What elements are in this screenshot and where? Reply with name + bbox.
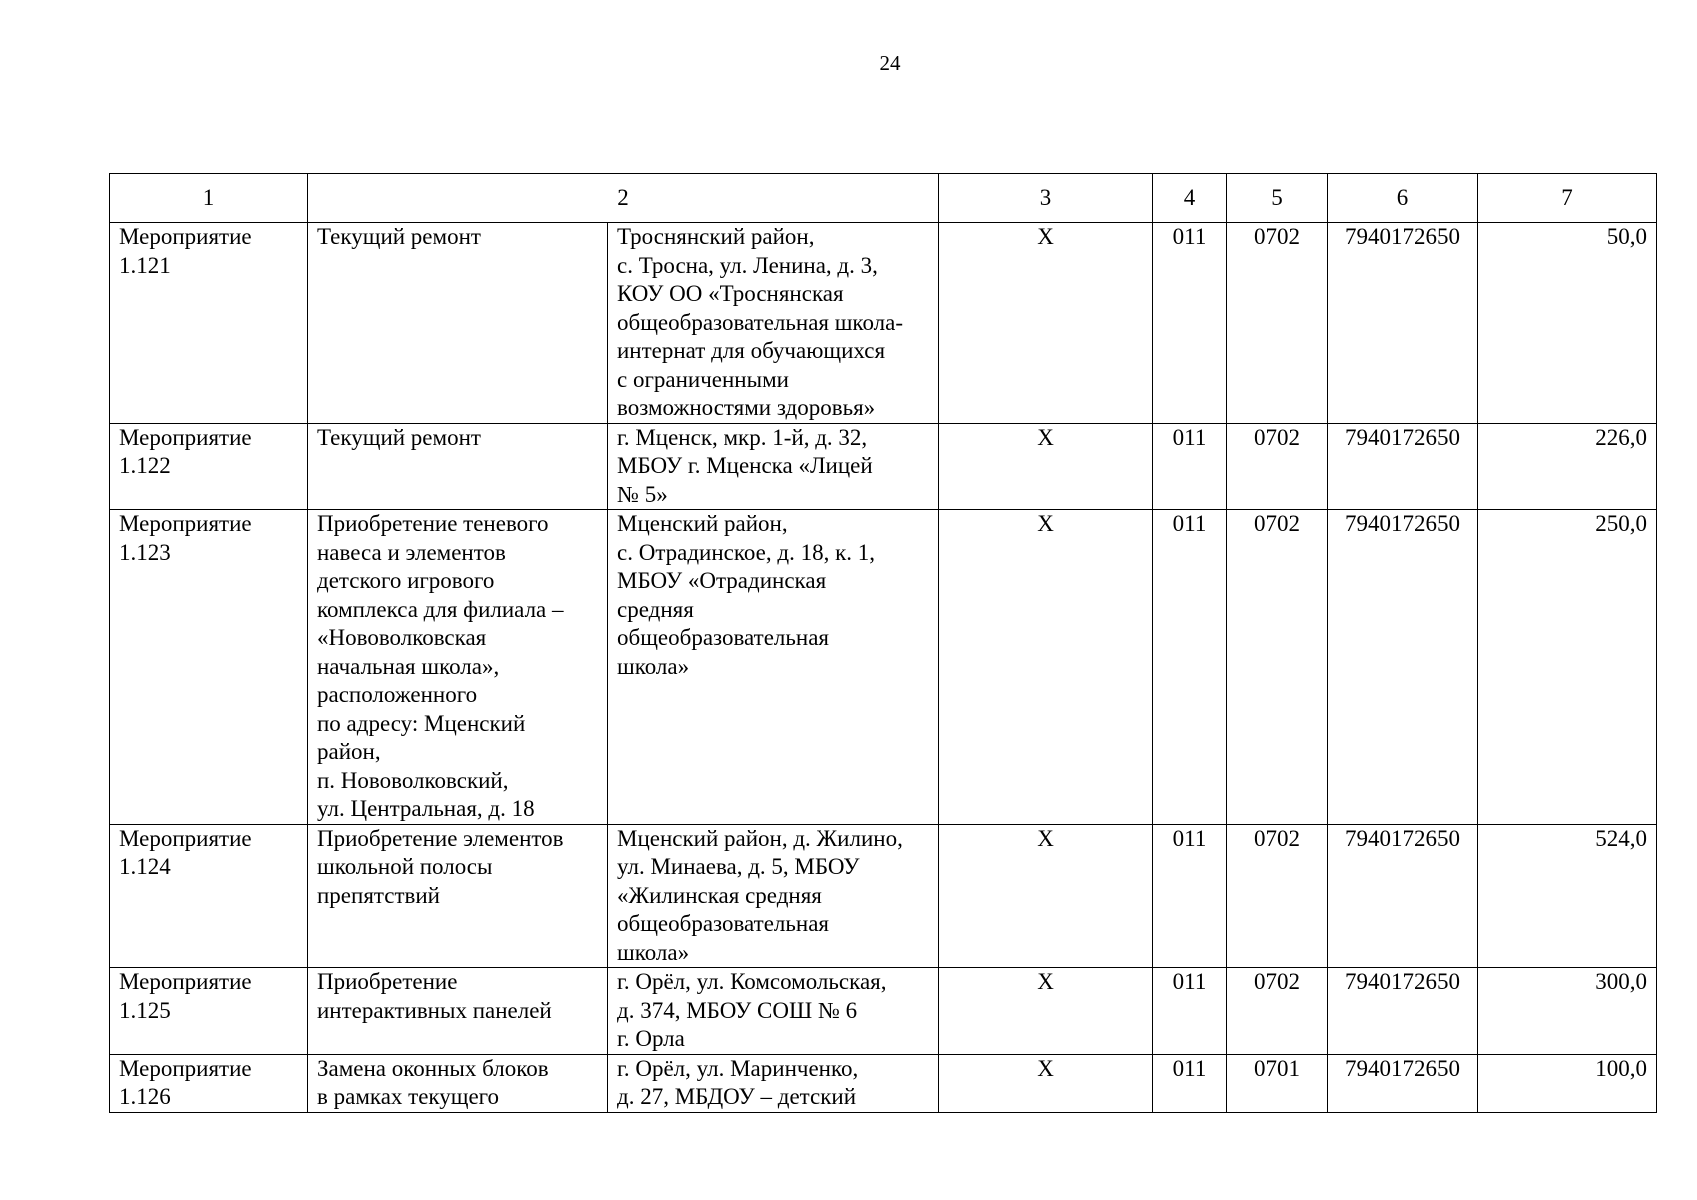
activity-address-cell-line: д. 27, МБДОУ – детский bbox=[617, 1084, 857, 1109]
activity-name-cell-line: расположенного bbox=[317, 682, 478, 707]
activity-address-cell-line: Мценский район, д. Жилино, bbox=[617, 825, 903, 851]
activity-address-cell-line: д. 374, МБОУ СОШ № 6 bbox=[617, 997, 858, 1023]
activity-id-cell-line: Мероприятие bbox=[119, 825, 252, 851]
col-6-cell: 7940172650 bbox=[1328, 223, 1478, 424]
activity-name-cell-line: ул. Центральная, д. 18 bbox=[317, 796, 535, 821]
activity-address-cell-line: с. Отрадинское, д. 18, к. 1, bbox=[617, 539, 876, 565]
table-row bbox=[110, 223, 1657, 424]
activity-address-cell-line: МБОУ г. Мценска «Лицей bbox=[617, 453, 873, 478]
col-3-cell: Х bbox=[939, 1054, 1153, 1112]
activity-address-cell-line: Мценский район, bbox=[617, 511, 788, 536]
activity-address-cell-line: общеобразовательная bbox=[617, 911, 829, 936]
activity-id-cell bbox=[110, 968, 308, 1055]
activity-address-cell-line: МБОУ «Отрадинская bbox=[617, 568, 827, 593]
header-cell-6: 6 bbox=[1328, 174, 1478, 223]
activity-name-cell bbox=[308, 510, 608, 825]
activity-address-cell-line: с. Тросна, ул. Ленина, д. 3, bbox=[617, 252, 878, 278]
activity-id-cell-line: Мероприятие bbox=[119, 424, 252, 450]
activity-id-cell bbox=[110, 1054, 308, 1112]
activity-address-cell bbox=[608, 223, 939, 424]
header-cell-4: 4 bbox=[1153, 174, 1227, 223]
activity-id-cell bbox=[110, 423, 308, 510]
activity-address-cell-line: Троснянский район, bbox=[617, 224, 815, 249]
header-cell-5: 5 bbox=[1227, 174, 1328, 223]
col-3-cell: Х bbox=[939, 223, 1153, 424]
activity-name-cell-line: Приобретение теневого bbox=[317, 511, 549, 536]
activity-id-cell-line: Мероприятие bbox=[119, 224, 252, 249]
activity-address-cell-line: школа» bbox=[617, 939, 690, 965]
activity-name-cell-line: район, bbox=[317, 739, 381, 764]
activity-name-cell bbox=[308, 824, 608, 968]
activity-address-cell-line: КОУ ОО «Троснянская bbox=[617, 281, 844, 306]
activity-address-cell bbox=[608, 423, 939, 510]
activity-id-cell-line: Мероприятие bbox=[119, 511, 252, 536]
col-4-cell: 011 bbox=[1153, 510, 1227, 825]
page-number: 24 bbox=[879, 51, 901, 75]
activity-name-cell-line: Текущий ремонт bbox=[317, 224, 481, 249]
activity-address-cell-line: № 5» bbox=[617, 481, 668, 507]
col-5-cell: 0701 bbox=[1227, 1054, 1328, 1112]
activity-address-cell-line: общеобразовательная bbox=[617, 625, 829, 650]
col-6-cell: 7940172650 bbox=[1328, 1054, 1478, 1112]
table-row bbox=[110, 423, 1657, 510]
table-row bbox=[110, 968, 1657, 1055]
col-6-cell: 7940172650 bbox=[1328, 824, 1478, 968]
activity-address-cell-line: ул. Минаева, д. 5, МБОУ bbox=[617, 854, 860, 879]
table-row bbox=[110, 1054, 1657, 1112]
table-body bbox=[110, 223, 1657, 1113]
activity-address-cell-line: школа» bbox=[617, 653, 690, 679]
budget-table bbox=[109, 173, 1657, 1113]
activity-name-cell bbox=[308, 968, 608, 1055]
activity-name-cell-line: в рамках текущего bbox=[317, 1084, 500, 1109]
activity-id-cell-line: 1.123 bbox=[119, 539, 171, 565]
header-cell-7: 7 bbox=[1478, 174, 1657, 223]
col-4-cell: 011 bbox=[1153, 423, 1227, 510]
col-7-cell: 226,0 bbox=[1478, 423, 1657, 510]
activity-address-cell bbox=[608, 968, 939, 1055]
table-row bbox=[110, 824, 1657, 968]
activity-address-cell-line: средняя bbox=[617, 596, 694, 622]
activity-name-cell-line: школьной полосы bbox=[317, 854, 493, 879]
activity-address-cell bbox=[608, 1054, 939, 1112]
activity-name-cell bbox=[308, 423, 608, 510]
activity-address-cell-line: с ограниченными bbox=[617, 366, 789, 392]
col-7-cell: 250,0 bbox=[1478, 510, 1657, 825]
table-header-row bbox=[110, 174, 1657, 223]
table-row bbox=[110, 510, 1657, 825]
col-3-cell: Х bbox=[939, 824, 1153, 968]
col-4-cell: 011 bbox=[1153, 968, 1227, 1055]
activity-address-cell-line: возможностями здоровья» bbox=[617, 395, 876, 420]
activity-address-cell-line: общеобразовательная школа- bbox=[617, 309, 903, 335]
activity-name-cell-line: детского игрового bbox=[317, 568, 495, 593]
activity-name-cell-line: комплекса для филиала – bbox=[317, 596, 564, 622]
col-7-cell: 300,0 bbox=[1478, 968, 1657, 1055]
col-5-cell: 0702 bbox=[1227, 423, 1328, 510]
col-4-cell: 011 bbox=[1153, 223, 1227, 424]
activity-address-cell-line: «Жилинская средняя bbox=[617, 882, 822, 908]
header-cell-1: 1 bbox=[110, 174, 308, 223]
activity-id-cell-line: Мероприятие bbox=[119, 969, 252, 994]
activity-id-cell-line: Мероприятие bbox=[119, 1055, 252, 1081]
activity-name-cell bbox=[308, 1054, 608, 1112]
activity-id-cell bbox=[110, 824, 308, 968]
col-3-cell: Х bbox=[939, 423, 1153, 510]
activity-id-cell-line: 1.126 bbox=[119, 1084, 171, 1109]
activity-id-cell-line: 1.125 bbox=[119, 997, 171, 1023]
activity-id-cell-line: 1.122 bbox=[119, 453, 171, 478]
col-6-cell: 7940172650 bbox=[1328, 510, 1478, 825]
activity-name-cell-line: препятствий bbox=[317, 882, 440, 908]
col-5-cell: 0702 bbox=[1227, 510, 1328, 825]
activity-name-cell-line: Приобретение элементов bbox=[317, 825, 564, 851]
activity-name-cell-line: Замена оконных блоков bbox=[317, 1055, 549, 1081]
col-4-cell: 011 bbox=[1153, 824, 1227, 968]
activity-id-cell-line: 1.124 bbox=[119, 854, 171, 879]
col-4-cell: 011 bbox=[1153, 1054, 1227, 1112]
activity-id-cell bbox=[110, 223, 308, 424]
col-5-cell: 0702 bbox=[1227, 223, 1328, 424]
col-6-cell: 7940172650 bbox=[1328, 423, 1478, 510]
col-5-cell: 0702 bbox=[1227, 968, 1328, 1055]
activity-address-cell bbox=[608, 510, 939, 825]
activity-address-cell-line: г. Орёл, ул. Маринченко, bbox=[617, 1055, 859, 1081]
activity-name-cell-line: п. Нововолковский, bbox=[317, 767, 509, 793]
activity-name-cell bbox=[308, 223, 608, 424]
col-5-cell: 0702 bbox=[1227, 824, 1328, 968]
activity-name-cell-line: навеса и элементов bbox=[317, 539, 506, 565]
activity-name-cell-line: интерактивных панелей bbox=[317, 997, 552, 1023]
activity-name-cell-line: Текущий ремонт bbox=[317, 424, 481, 450]
activity-address-cell-line: г. Мценск, мкр. 1-й, д. 32, bbox=[617, 424, 868, 450]
activity-name-cell-line: по адресу: Мценский bbox=[317, 710, 526, 736]
activity-name-cell-line: «Нововолковская bbox=[317, 625, 487, 650]
header-cell-3: 3 bbox=[939, 174, 1153, 223]
col-3-cell: Х bbox=[939, 510, 1153, 825]
col-7-cell: 50,0 bbox=[1478, 223, 1657, 424]
activity-id-cell-line: 1.121 bbox=[119, 252, 171, 278]
col-7-cell: 100,0 bbox=[1478, 1054, 1657, 1112]
activity-id-cell bbox=[110, 510, 308, 825]
activity-address-cell-line: интернат для обучающихся bbox=[617, 338, 886, 363]
activity-name-cell-line: Приобретение bbox=[317, 969, 458, 994]
activity-address-cell bbox=[608, 824, 939, 968]
col-7-cell: 524,0 bbox=[1478, 824, 1657, 968]
col-6-cell: 7940172650 bbox=[1328, 968, 1478, 1055]
activity-address-cell-line: г. Орёл, ул. Комсомольская, bbox=[617, 969, 887, 994]
header-cell-2: 2 bbox=[308, 174, 939, 223]
col-3-cell: Х bbox=[939, 968, 1153, 1055]
activity-address-cell-line: г. Орла bbox=[617, 1026, 685, 1051]
activity-name-cell-line: начальная школа», bbox=[317, 653, 500, 679]
